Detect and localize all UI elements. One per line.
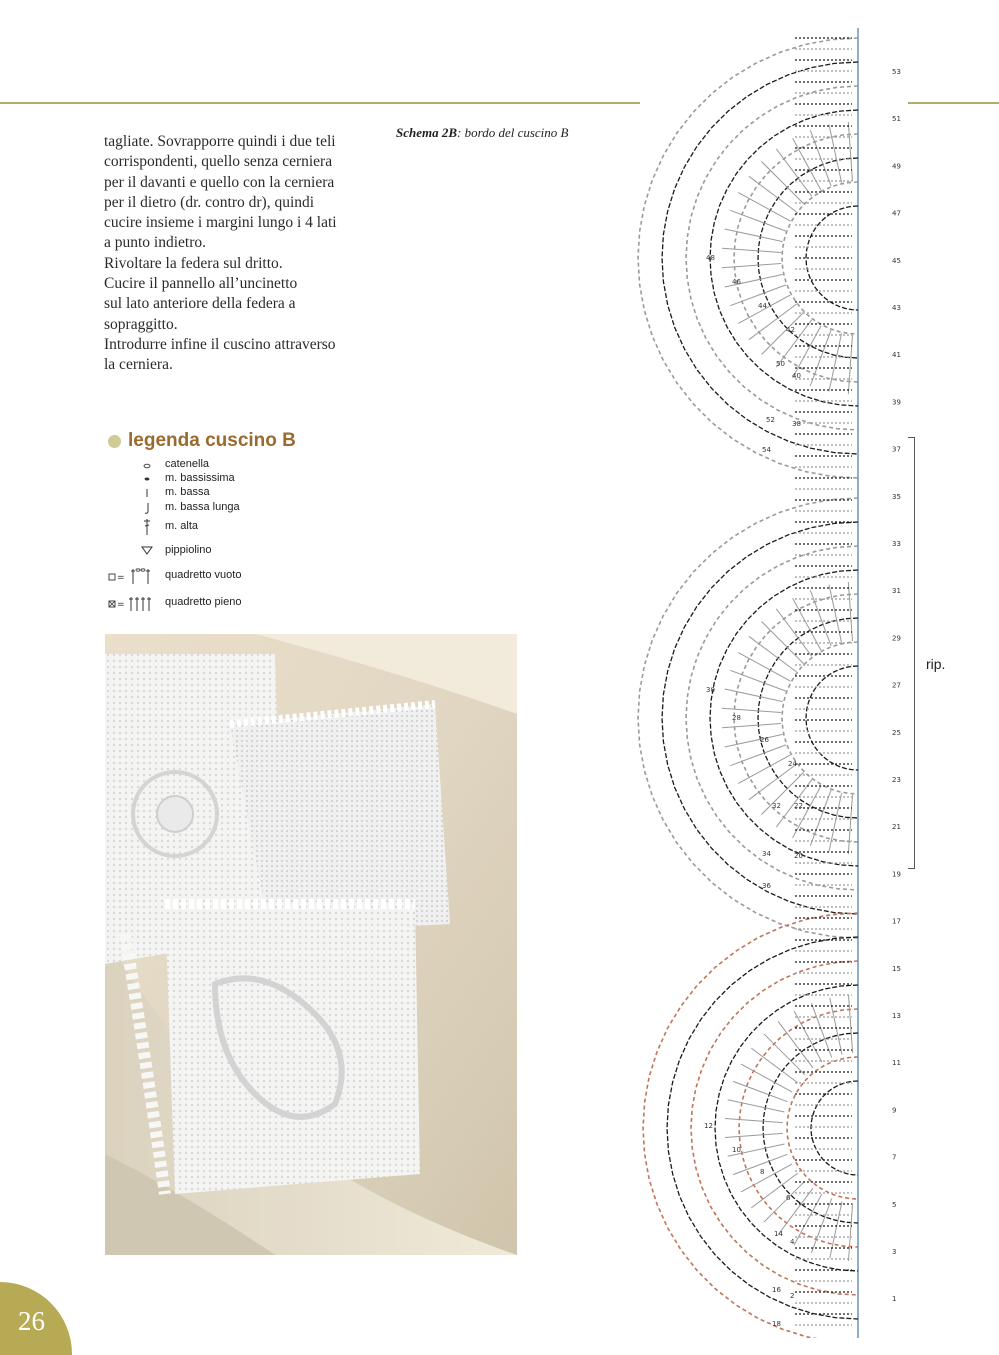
text-line: sul lato anteriore della federa a [104, 295, 296, 313]
chart-stitch [848, 795, 852, 854]
chart-inner-number: 8 [760, 1168, 765, 1176]
chart-stitch [722, 264, 781, 268]
text-line: sopraggitto. [104, 315, 178, 333]
legend-item [104, 567, 384, 585]
chart-inner-number: 4 [790, 1238, 795, 1246]
chart-stitch [829, 125, 842, 183]
chart-stitch [730, 210, 786, 231]
chart-stitch [751, 1048, 798, 1083]
chart-inner-number: 32 [772, 802, 781, 810]
chart-row-number: 15 [892, 964, 901, 973]
chart-stitch [722, 724, 781, 728]
chart-stitch [829, 333, 842, 391]
chart-row-number: 7 [892, 1153, 897, 1162]
chart-stitch [725, 689, 783, 702]
chart-inner-number: 36 [762, 882, 771, 890]
chart-row-number: 37 [892, 445, 901, 454]
chart-inner-number: 28 [732, 714, 741, 722]
chart-row-number: 5 [892, 1200, 897, 1209]
repeat-label: rip. [926, 656, 946, 672]
chart-row-number: 1 [892, 1295, 897, 1304]
chart-stitch [730, 745, 786, 766]
chart-row-number: 53 [892, 68, 901, 76]
chart-row-number: 41 [892, 351, 901, 360]
chart-inner-number: 44 [758, 302, 767, 310]
chart-stitch [848, 122, 852, 181]
chart-inner-number: 6 [786, 1194, 791, 1202]
chart-row-number: 47 [892, 209, 901, 218]
chart-stitch [762, 622, 804, 664]
legend-item [104, 499, 384, 517]
chart-stitch [751, 1173, 798, 1208]
chart-ring [811, 1081, 858, 1175]
legend-item [104, 594, 384, 612]
text-line: per il davanti e quello con la cerniera [104, 173, 335, 191]
chart-row-number: 11 [892, 1059, 901, 1068]
legend-label: m. alta [165, 520, 199, 532]
chart-inner-number: 30 [706, 686, 715, 694]
legend-item [104, 518, 384, 536]
chart-ring [643, 913, 858, 1338]
legend-title-text: legenda cuscino B [128, 430, 296, 451]
chart-row-number: 9 [892, 1106, 897, 1115]
legend-title [108, 430, 296, 452]
chart-row-number: 23 [892, 776, 901, 784]
legend-label: m. bassa lunga [165, 501, 240, 513]
repeat-bracket [908, 437, 915, 869]
chart-inner-number: 52 [766, 416, 775, 424]
text-line: Introdurre infine il cuscino attraverso [104, 335, 336, 353]
text-line: la cerniera. [104, 356, 173, 374]
chart-stitch [725, 1119, 783, 1123]
chart-row-number: 45 [892, 256, 901, 265]
chart-inner-number: 48 [706, 254, 715, 262]
chart-row-number: 35 [892, 492, 901, 501]
legend-label: m. bassissima [165, 472, 235, 484]
legend-label: pippiolino [165, 544, 212, 556]
filled-mesh-icon [104, 594, 160, 612]
chart-stitch [728, 1100, 785, 1112]
chart-inner-number: 42 [786, 326, 795, 334]
picot-icon [104, 542, 160, 560]
double-crochet-icon [104, 518, 160, 536]
cushions-photo [105, 634, 517, 1255]
chart-ring [806, 666, 858, 770]
chart-row-number: 39 [892, 398, 901, 407]
legend-item [104, 542, 384, 560]
cushions-photo-image [105, 634, 517, 1255]
chart-row-number: 19 [892, 870, 901, 879]
chart-ring [662, 522, 858, 914]
chart-stitch [762, 162, 804, 204]
chart-row-number: 21 [892, 823, 901, 832]
instructions-text [104, 132, 376, 376]
page-number-tab [0, 1282, 72, 1355]
chart-inner-number: 46 [732, 278, 741, 286]
chart-stitch [776, 609, 812, 657]
chart-row-number: 17 [892, 917, 901, 926]
chart-stitch [762, 312, 804, 354]
chart-inner-number: 10 [732, 1146, 741, 1154]
chart-stitch [725, 229, 783, 242]
chart-row-number: 33 [892, 540, 901, 548]
chart-row-number: 13 [892, 1012, 901, 1020]
chart-inner-number: 26 [760, 736, 769, 744]
chart-stitch [722, 248, 781, 252]
top-rule-right [908, 102, 999, 104]
chart-stitch [776, 149, 812, 197]
chart-stitch [730, 670, 786, 691]
chart-stitch [810, 330, 831, 386]
text-line: tagliate. Sovrapporre quindi i due teli [104, 133, 336, 150]
chart-ring [787, 1057, 858, 1199]
chart-stitch [830, 1202, 842, 1259]
chart-stitch [810, 790, 831, 846]
bullet-dot-icon [108, 435, 121, 448]
chart-inner-number: 12 [704, 1122, 713, 1130]
schema-title-bold: Schema 2B [396, 125, 458, 140]
chart-stitch [778, 1188, 813, 1235]
chart-stitch [725, 1133, 783, 1137]
text-line: a punto indietro. [104, 234, 207, 252]
text-line: Rivoltare la federa sul dritto. [104, 254, 283, 272]
chart-stitch [829, 793, 842, 851]
chart-ring [758, 618, 858, 818]
chart-row-number: 27 [892, 681, 901, 690]
text-line: cucire insieme i margini lungo i 4 lati [104, 214, 337, 232]
chart-row-number: 43 [892, 304, 901, 312]
chart-stitch [810, 130, 831, 186]
chart-stitch [793, 138, 822, 190]
long-single-crochet-icon [104, 499, 160, 517]
text-line: Cucire il pannello all’uncinetto [104, 275, 298, 293]
chart-stitch [849, 995, 853, 1053]
chart-inner-number: 38 [792, 420, 801, 428]
chart-row-number: 49 [892, 162, 901, 171]
chart-ring [638, 498, 858, 938]
crochet-chart [540, 28, 920, 1338]
open-mesh-icon [104, 567, 160, 585]
chart-row-number: 51 [892, 115, 901, 124]
chart-inner-number: 2 [790, 1292, 795, 1300]
chart-inner-number: 22 [794, 802, 803, 810]
chart-inner-number: 16 [772, 1286, 781, 1294]
page-number: 26 [18, 1306, 45, 1336]
chart-inner-number: 40 [792, 372, 801, 380]
chart-stitch [722, 708, 781, 712]
chart-stitch [848, 335, 852, 394]
chart-stitch [849, 1203, 853, 1261]
text-line: corrispondenti, quello senza cerniera [104, 153, 333, 171]
chart-row-number: 29 [892, 634, 901, 643]
legend-label: quadretto vuoto [165, 569, 242, 581]
svg-text:=: = [117, 600, 125, 610]
chart-row-number: 25 [892, 728, 901, 737]
chart-inner-number: 50 [776, 360, 785, 368]
chart-row-number: 31 [892, 587, 901, 596]
chart-inner-number: 54 [762, 446, 771, 454]
chart-inner-number: 14 [774, 1230, 783, 1238]
schema-title-rest: : bordo del cuscino B [457, 125, 569, 140]
chart-row-number: 3 [892, 1248, 897, 1256]
svg-text:=: = [117, 573, 125, 583]
chart-inner-number: 24 [788, 760, 797, 768]
chart-inner-number: 34 [762, 850, 771, 858]
chart-inner-number: 20 [794, 852, 803, 860]
text-line: per il dietro (dr. contro dr), quindi [104, 193, 315, 211]
legend-label: quadretto pieno [165, 596, 242, 608]
chart-inner-number: 18 [772, 1320, 781, 1328]
chart-stitch [725, 734, 783, 747]
legend-label: m. bassa [165, 486, 210, 498]
chart-stitch [829, 585, 842, 643]
legend-label: catenella [165, 458, 210, 470]
